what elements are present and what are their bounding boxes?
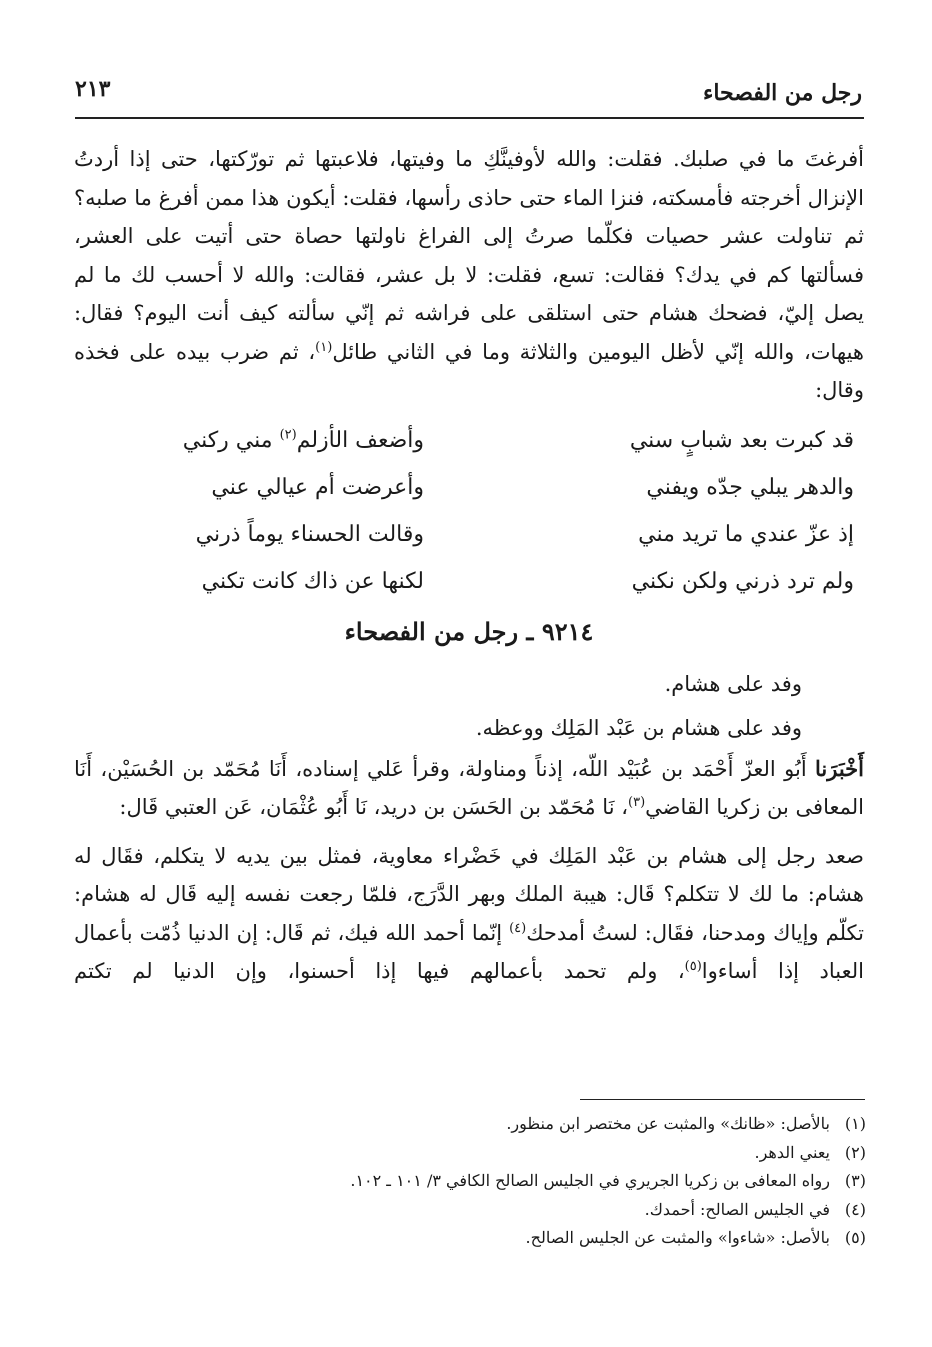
footnote-text: في الجليس الصالح: أحمدك.	[644, 1199, 830, 1219]
header-rule	[75, 117, 864, 119]
entry-line-2: وفد على هشام بن عَبْد المَلِك ووعظه.	[475, 715, 802, 740]
main-text	[74, 140, 864, 991]
entry-line-1: وفد على هشام.	[664, 671, 802, 696]
footnote	[160, 1139, 866, 1168]
section-title: ٩٢١٤ ـ رجل من الفصحاء	[344, 616, 594, 646]
footnote-text: بالأصل: «ظانك» والمثبت عن مختصر ابن منظور.	[506, 1114, 830, 1133]
verse-second-hemistich: وأضعف الأزلم$^{(٢)}$ مني ركني	[182, 427, 424, 453]
footnote-text: بالأصل: «شاءوا» والمثبت عن الجليس الصالح.	[525, 1228, 830, 1248]
paragraph-speech: صعد رجل إلى هشام بن عَبْد المَلِك في خَضْراء معاوية، فمثل بين يديه لا يتكلم، فقَال له هشام: ما لك لا تتكلم؟ قَال: هيبة الملك وبهر الدَّرَج، فلمّا رجعت نفسه إليه قَال له هشام: تكلّم وإياك ومدحنا، فقَال: لستُ أمدحك$^{(٤)}$ إنّما أحمد الله فيك، ثم قَال: إن الدنيا ذُمّت بأعمال العباد إذا أساءوا$^{(٥)}$، ولم تحمد بأعمالهم فيها إذا أحسنوا، وإن الدنيا لم تكتم	[74, 843, 864, 983]
poem-verse	[74, 512, 864, 559]
poem-verse	[74, 559, 864, 606]
paragraph-isnad: أَخْبَرَنا أَبُو العزّ أَحْمَد بن عُبَيْد اللّه، إذناً ومناولة، وقرأ عَلي إسناده، أَنَا مُحَمّد بن الحُسَيْن، أَنَا المعافى بن زكريا القاضي$^{(٣)}$، نَا مُحَمّد بن الحَسَن بن دريد، نَا أَبُو عُثْمَان، عَن العتبي قَال:	[74, 755, 864, 819]
page-number: ٢١٣	[75, 76, 111, 102]
paragraph-story: أفرغتَ ما في صلبك. فقلت: والله لأوفينَّكِ ما وفيتها، فلاعبتها ثم تورّكتها، حتى إذا أردتُ الإنزال أخرجته فأمسكته، فنزا الماء حتى حاذى رأسها، فقلت: أيكون هذا ممن أفرغ ما صلبه؟ ثم تناولت عشر حصيات فكلّما صرتُ إلى الفراغ ناولتها حصاة حتى أتيت على العشر، فسألتها كم في يدك؟ فقالت: تسع، فقلت: لا بل عشر، فقالت: والله لا أحسب لك ما لم يصل إليّ، فضحك هشام حتى استلقى على فراشه ثم إنّي سألته كيف أنت اليوم؟ فقال: هيهات، والله إنّي لأظل اليومين والثلاثة وما في الثاني طائل$^{(١)}$، ثم ضرب بيده على فخذه وقال:	[74, 147, 864, 402]
running-header	[75, 72, 862, 112]
verse-first-hemistich: والدهر يبلي جدّه ويفني	[646, 474, 854, 500]
footnote-number: (١)	[844, 1114, 866, 1133]
footnotes	[160, 1110, 866, 1253]
poem	[74, 418, 864, 606]
poem-verse	[74, 465, 864, 512]
footnote-rule	[580, 1099, 865, 1100]
verse-second-hemistich: وقالت الحسناء يوماً ذرني	[195, 521, 424, 547]
poem-verse	[74, 418, 864, 465]
verse-second-hemistich: لكنها عن ذاك كانت تكني	[201, 568, 424, 594]
footnote-number: (٣)	[844, 1171, 866, 1191]
verse-first-hemistich: ولم ترد ذرني ولكن نكني	[631, 568, 854, 594]
footnote	[160, 1196, 866, 1225]
footnote-ref-5: (٥)	[684, 959, 702, 974]
verse-first-hemistich: إذ عزّ عندي ما تريد مني	[638, 521, 854, 547]
footnote-number: (٥)	[844, 1228, 866, 1248]
footnote	[160, 1224, 866, 1253]
isnad-lead-word: أَخْبَرَنا	[815, 755, 864, 781]
footnote	[160, 1110, 866, 1139]
footnote-number: (٤)	[844, 1199, 866, 1219]
footnote-ref-3: (٣)	[628, 795, 646, 810]
running-title: رجل من الفصحاء	[702, 80, 862, 106]
footnote-text: يعني الدهر.	[754, 1142, 830, 1162]
verse-first-hemistich: قد كبرت بعد شبابٍ سني	[629, 427, 854, 453]
footnote-ref-1: (١)	[315, 339, 333, 355]
verse-second-hemistich: وأعرضت أم عيالي عني	[211, 474, 424, 500]
footnote-number: (٢)	[844, 1142, 866, 1162]
footnote-ref-2: (٢)	[279, 427, 297, 443]
footnote-text: رواه المعافى بن زكريا الجريري في الجليس الصالح الكافي ٣/ ١٠١ ـ ١٠٢.	[350, 1171, 830, 1191]
footnote	[160, 1167, 866, 1196]
footnote-ref-4: (٤)	[509, 920, 527, 936]
